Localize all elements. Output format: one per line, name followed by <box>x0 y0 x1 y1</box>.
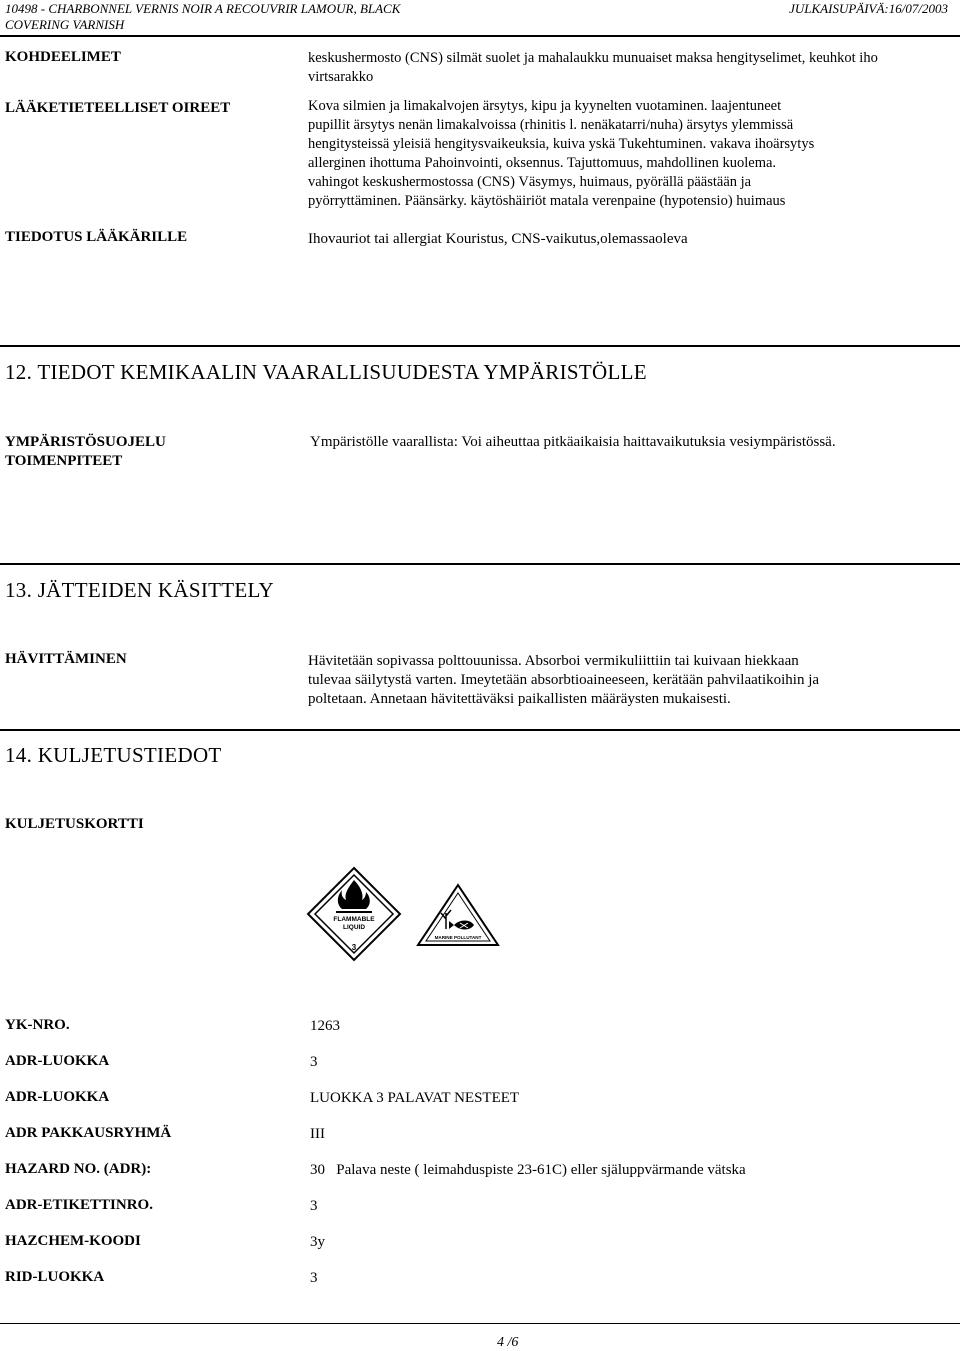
transport-row-label: ADR-LUOKKA <box>5 1089 110 1105</box>
transport-row-label: ADR-LUOKKA <box>5 1053 110 1069</box>
section-12-title: 12. TIEDOT KEMIKAALIN VAARALLISUUDESTA YMPÄRISTÖLLE <box>5 360 647 384</box>
page-number: 4 /6 <box>497 1335 519 1350</box>
header-product-line2: COVERING VARNISH <box>5 17 125 32</box>
environment-label-line1: YMPÄRISTÖSUOJELU <box>5 434 166 450</box>
transport-row-value: 1263 <box>310 1018 340 1034</box>
transport-row-label: ADR PAKKAUSRYHMÄ <box>5 1125 172 1141</box>
header-rule <box>0 35 960 37</box>
header-issue-date: JULKAISUPÄIVÄ:16/07/2003 <box>789 1 948 16</box>
section-13-title: 13. JÄTTEIDEN KÄSITTELY <box>5 578 274 602</box>
transport-row-value: 3 <box>310 1270 318 1286</box>
symptoms-line: vahingot keskushermostossa (CNS) Väsymys, huimaus, pyörällä päästään ja <box>308 174 752 190</box>
section-13-rule <box>0 563 960 565</box>
transport-row-label: YK-NRO. <box>5 1017 70 1033</box>
transport-row-value: III <box>310 1126 325 1142</box>
disposal-line: Hävitetään sopivassa polttouunissa. Absorboi vermikuliittiin tai kuivaan hiekkaan <box>308 653 799 669</box>
disposal-label: HÄVITTÄMINEN <box>5 651 127 667</box>
marine-pollutant-text: MARINE POLLUTANT <box>434 935 482 940</box>
flammable-text-line1: FLAMMABLE <box>333 916 375 923</box>
transport-row-label: HAZARD NO. (ADR): <box>5 1161 152 1177</box>
transport-row-label: HAZCHEM-KOODI <box>5 1233 141 1249</box>
symptoms-line: Kova silmien ja limakalvojen ärsytys, kipu ja kyynelten vuotaminen. laajentuneet <box>308 98 782 114</box>
section-14-rule <box>0 729 960 731</box>
flammable-class-number: 3 <box>351 943 357 952</box>
disposal-text <box>308 652 928 709</box>
flammable-text-line2: LIQUID <box>342 924 366 931</box>
transport-row-value: LUOKKA 3 PALAVAT NESTEET <box>310 1090 520 1106</box>
symptoms-line: pupillit ärsytys nenän limakalvoissa (rhinitis l. nenäkatarri/nuha) ärsytys ylemmissä <box>308 117 794 133</box>
footer-rule <box>0 1323 960 1324</box>
doctor-note-text: Ihovauriot tai allergiat Kouristus, CNS-vaikutus,olemassaoleva <box>308 231 688 247</box>
marine-pollutant-icon <box>416 883 500 947</box>
transport-row-label: RID-LUOKKA <box>5 1269 105 1285</box>
transport-row-value: 3 <box>310 1198 318 1214</box>
transport-row-value: 3 <box>310 1054 318 1070</box>
symptoms-line: hengitysteissä yleisiä hengitysvaikeuksia, kuiva yskä Tukehtuminen. vakava ihoärsytys <box>308 136 815 152</box>
transport-card-label: KULJETUSKORTTI <box>5 816 144 832</box>
header-product-line1: 10498 - CHARBONNEL VERNIS NOIR A RECOUVRIR LAMOUR, BLACK <box>5 1 401 16</box>
transport-row-label: ADR-ETIKETTINRO. <box>5 1197 153 1213</box>
transport-row-value: 3y <box>310 1234 325 1250</box>
symptoms-line: allerginen ihottuma Pahoinvointi, oksennus. Tajuttomuus, mahdollinen kuolema. <box>308 155 777 171</box>
environment-label-line2: TOIMENPITEET <box>5 453 123 469</box>
transport-row-value: 30 Palava neste ( leimahduspiste 23-61C) eller själuppvärmande vätska <box>310 1162 746 1178</box>
flammable-liquid-icon <box>306 866 402 962</box>
disposal-line: poltetaan. Annetaan hävitettäväksi paikallisten määräysten mukaisesti. <box>308 691 731 707</box>
target-organs-text: keskushermosto (CNS) silmät suolet ja mahalaukku munuaiset maksa hengityselimet, keuhkot iho virtsarakko <box>308 50 878 85</box>
symptoms-text <box>308 97 928 211</box>
symptoms-label: LÄÄKETIETEELLISET OIREET <box>5 100 231 116</box>
environment-text: Ympäristölle vaarallista: Voi aiheuttaa pitkäaikaisia haittavaikutuksia vesiympäristössä. <box>310 434 836 450</box>
disposal-line: tulevaa säilytystä varten. Imeytetään absorbtioaineeseen, kerätään pahvilaatikoihin ja <box>308 672 820 688</box>
symptoms-line: pyörryttäminen. Päänsärky. käytöshäiriöt matala verenpaine (hypotensio) huimaus <box>308 193 786 209</box>
doctor-note-label: TIEDOTUS LÄÄKÄRILLE <box>5 229 188 245</box>
target-organs-label: KOHDEELIMET <box>5 49 121 65</box>
section-12-rule <box>0 345 960 347</box>
section-14-title: 14. KULJETUSTIEDOT <box>5 743 222 767</box>
